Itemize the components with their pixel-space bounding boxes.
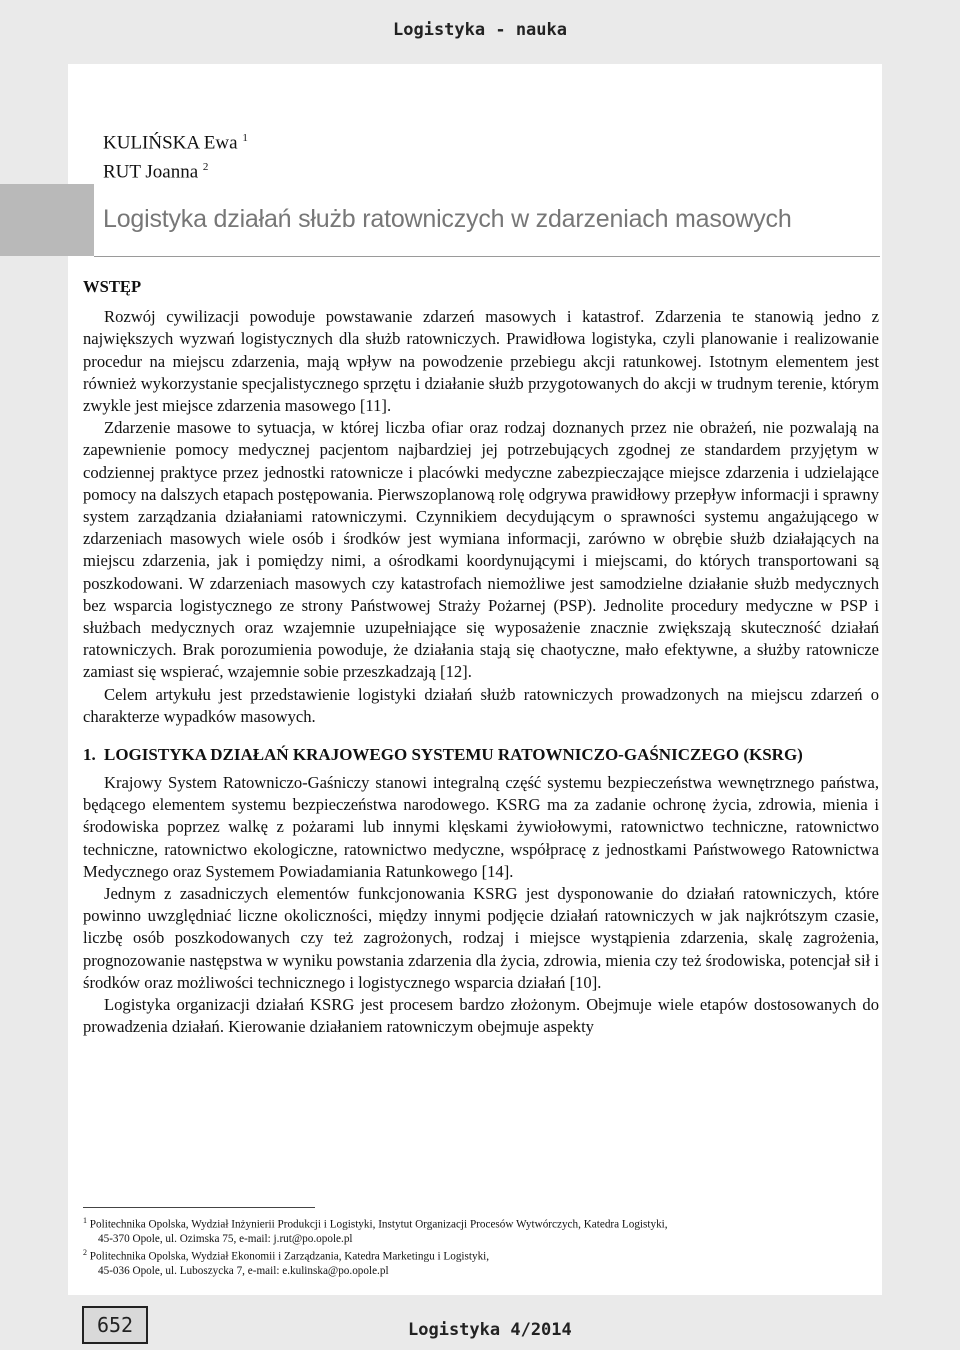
footnotes [83, 1207, 879, 1278]
author-list [103, 126, 248, 185]
paragraph: Krajowy System Ratowniczo-Gaśniczy stanowi integralną część systemu bezpieczeństwa wewnętrznego państwa, będącego elementem systemu bezpieczeństwa narodowego. KSRG ma za zadanie ochronę życia, zdrowia, mienia i środowiska poprzez walkę z pożarami lub innymi klęskami żywiołowymi, ratownictwo techniczne, ratownictwo techniczne, ratownictwo ekologiczne, ratownictwo medyczne, współpracę z jednostkami Państwowego Ratownictwa Medycznego oraz Systemem Powiadamiania Ratunkowego [14]. [83, 773, 879, 881]
paragraph: Jednym z zasadniczych elementów funkcjonowania KSRG jest dysponowanie do działań ratowniczych, które powinno uwzględniać liczne okoliczności, między innymi podjęcie działań ratowniczych w jak najkrótszym czasie, liczbę osób poszkodowanych czy też zagrożonych, rodzaj i miejsce wystąpienia zdarzenia, skalę zagrożenia, prognozowanie następstwa w wyniku powstania zdarzenia dla życia, zdrowia, mienia czy też środowiska, potencjał sił i środków oraz możliwości technicznego i logistycznego wsparcia działań [10]. [83, 884, 879, 992]
author-2: RUT Joanna $^2$ [103, 161, 209, 183]
journal-header: Logistyka - nauka [393, 20, 567, 40]
paragraph: Logistyka organizacji działań KSRG jest procesem bardzo złożonym. Obejmuje wiele etapów dostosowanych do prowadzenia działań. Kierowanie działaniem ratowniczym obejmuje aspekty [83, 995, 879, 1037]
section-heading [83, 744, 879, 766]
section-number: 1. [83, 745, 96, 765]
journal-footer: Logistyka 4/2014 [408, 1320, 572, 1340]
footnote-1: $^1$ Politechnika Opolska, Wydział Inżynierii Produkcji i Logistyki, Instytut Organizacji Procesów Wytwórczych, Katedra Logistyki, 45-370 Opole, ul. Ozimska 75, e-mail: j.rut@po.opole.pl [83, 1216, 668, 1245]
paragraph: Rozwój cywilizacji powoduje powstawanie zdarzeń masowych i katastrof. Zdarzenia te stanowią jedno z największych wyzwań logistycznych dla służb ratowniczych. Prawidłowa logistyka, czyli planowanie i realizowanie procedur na miejscu zdarzenia, mają wpływ na powodzenie przebiegu akcji ratunkowej. Istotnym elementem jest również wykorzystanie specjalistycznego sprzętu i działanie służb przygotowanych do akcji w trudnym terenie, którym zwykle jest miejsce zdarzenia masowego [11]. [83, 307, 879, 416]
footnote-2: $^2$ Politechnika Opolska, Wydział Ekonomii i Zarządzania, Katedra Marketingu i Logistyki, 45-036 Opole, ul. Luboszycka 7, e-mail: e.kulinska@po.opole.pl [83, 1248, 490, 1278]
article-body [83, 276, 879, 1039]
title-divider [94, 256, 880, 257]
article-title: Logistyka działań służb ratowniczych w zdarzeniach masowych [103, 205, 792, 233]
footnote-rule [83, 1207, 315, 1208]
title-accent-block [0, 184, 94, 256]
section-title: LOGISTYKA DZIAŁAŃ KRAJOWEGO SYSTEMU RATOWNICZO-GAŚNICZEGO (KSRG) [104, 745, 803, 765]
intro-heading: WSTĘP [83, 277, 142, 296]
paragraph: Zdarzenie masowe to sytuacja, w której liczba ofiar oraz rodzaj doznanych przez nie obrażeń, nie pozwalają na zapewnienie pomocy medycznej pacjentom najbardziej jej potrzebujących zgodnej ze standardem przyjętym w codziennej praktyce przez jednostki ratownicze i placówki medyczne zabezpieczające miejsce zdarzenia i udzielające pomocy na dalszych etapach postępowania. Pierwszoplanową rolę odgrywa prawidłowy przepływ informacji i sprawny system zarządzania działaniami ratowniczymi. Czynnikiem decydującym o sprawności systemu angażującego w zdarzeniach masowych wiele osób i środków jest wymiana informacji, zarówno w obrębie służb działających na miejscu zdarzenia, jak i pomiędzy nimi, a ośrodkami koordynującymi i miejscami, do których transportowani są poszkodowani. W zdarzeniach masowych czy katastrofach niemożliwe jest samodzielne działanie służb medycznych bez wsparcia logistycznego ze strony Państwowej Straży Pożarnej (PSP). Jednolite procedury medyczne w PSP i służbach medycznych oraz wzajemnie uzupełniające się wyposażenie znacznie zwiększają skuteczność działań ratowniczych. Brak porozumienia powoduje, że działania stają się chaotyczne, mało efektywne, a służby ratownicze zamiast się wspierać, wzajemnie sobie przeszkadzają [12]. [83, 418, 879, 682]
right-margin-band [882, 64, 960, 1299]
page-number: 652 [82, 1306, 148, 1344]
author-1: KULIŃSKA Ewa $^1$ [103, 132, 248, 154]
paragraph: Celem artykułu jest przedstawienie logistyki działań służb ratowniczych prowadzonych na miejscu zdarzeń o charakterze wypadków masowych. [83, 684, 879, 726]
